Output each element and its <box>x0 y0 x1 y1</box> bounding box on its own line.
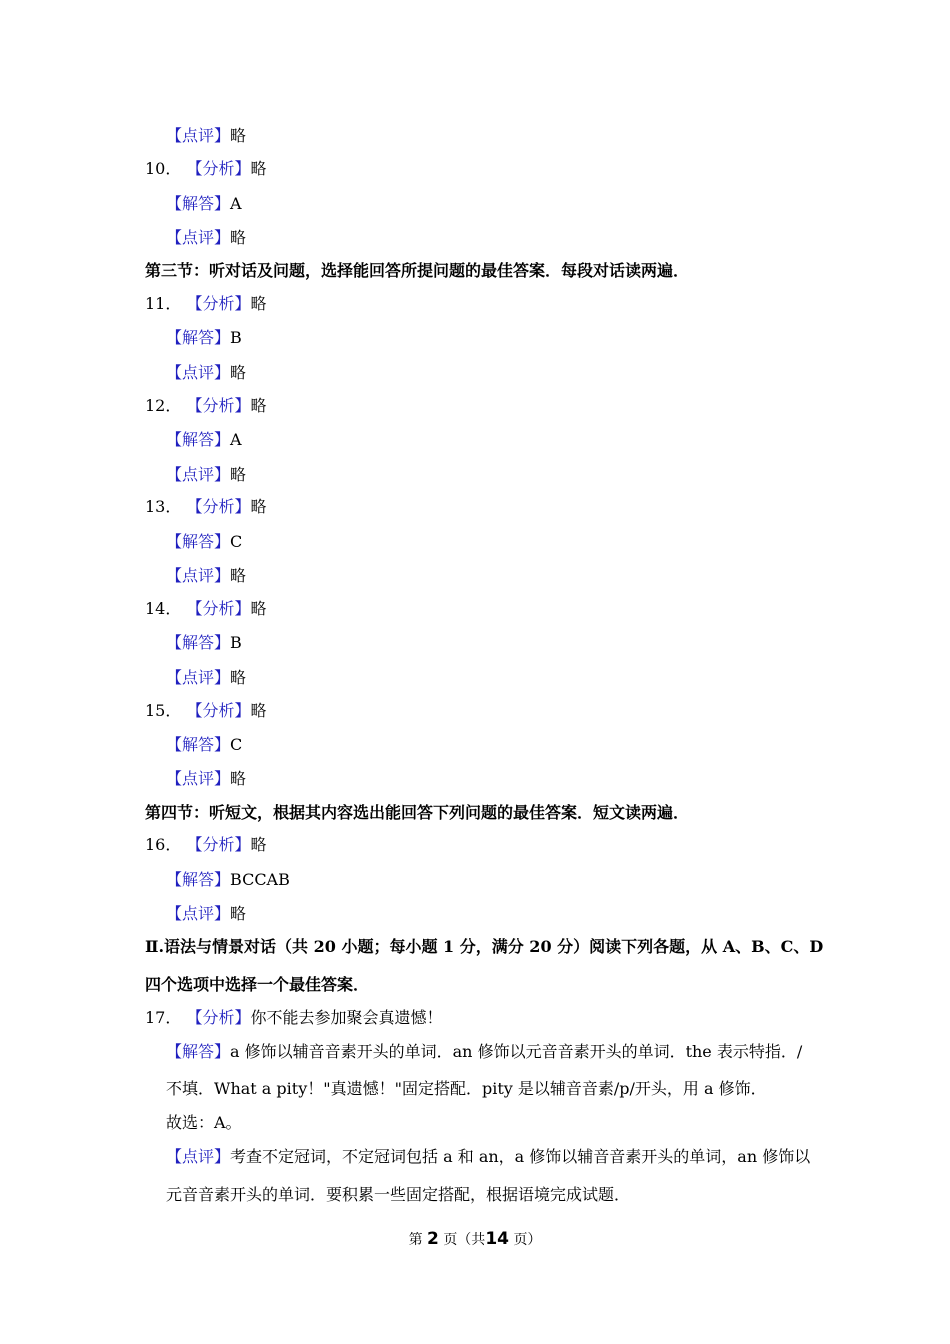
comment-text: 略 <box>230 363 247 382</box>
answer-text: BCCAB <box>230 870 290 889</box>
page-footer <box>0 1229 950 1250</box>
comment-tag: 【点评】 <box>166 465 231 484</box>
comment-tag: 【点评】 <box>166 126 231 145</box>
section-4-heading: 第四节：听短文，根据其内容选出能回答下列问题的最佳答案．短文读两遍． <box>145 803 690 822</box>
question-number: 10． <box>145 159 182 178</box>
question-14-comment <box>166 668 246 688</box>
question-10-comment <box>166 228 246 248</box>
answer-text: A <box>230 194 242 213</box>
section-3-heading: 第三节：听对话及问题，选择能回答所提问题的最佳答案．每段对话读两遍． <box>145 261 690 280</box>
answer-text: B <box>230 328 242 347</box>
comment-tag: 【点评】 <box>166 363 231 382</box>
question-17-answer-line-3: 故选：A。 <box>166 1113 242 1132</box>
question-17-comment-line-2: 元音音素开头的单词．要积累一些固定搭配，根据语境完成试题． <box>166 1185 631 1204</box>
comment-tag: 【点评】 <box>166 904 231 923</box>
question-number: 15． <box>145 701 182 720</box>
question-12-answer <box>166 430 242 450</box>
answer-text: a 修饰以辅音音素开头的单词．an 修饰以元音音素开头的单词．the 表示特指．/ <box>230 1042 803 1061</box>
question-number: 12． <box>145 396 182 415</box>
analysis-tag: 【分析】 <box>186 159 251 178</box>
footer-total-pages: 14 <box>485 1229 509 1249</box>
analysis-text: 略 <box>250 599 267 618</box>
analysis-text: 略 <box>250 835 267 854</box>
answer-tag: 【解答】 <box>166 328 231 347</box>
analysis-tag: 【分析】 <box>186 294 251 313</box>
analysis-text: 略 <box>250 294 267 313</box>
comment-text: 略 <box>230 566 247 585</box>
question-15-comment <box>166 769 246 789</box>
comment-tag: 【点评】 <box>166 228 231 247</box>
comment-tag: 【点评】 <box>166 769 231 788</box>
analysis-tag: 【分析】 <box>186 599 251 618</box>
analysis-tag: 【分析】 <box>186 497 251 516</box>
question-number: 14． <box>145 599 182 618</box>
question-17-answer-line-1 <box>166 1042 802 1062</box>
comment-tag: 【点评】 <box>166 1147 231 1166</box>
analysis-text: 略 <box>250 497 267 516</box>
analysis-tag: 【分析】 <box>186 701 251 720</box>
analysis-text: 略 <box>250 701 267 720</box>
question-10-analysis <box>145 159 267 179</box>
question-number: 17． <box>145 1008 182 1027</box>
question-16-answer <box>166 870 290 890</box>
question-17-answer-line-2: 不填．What a pity！"真遗憾！"固定搭配．pity 是以辅音音素/p/开头，用 a 修饰． <box>166 1079 767 1098</box>
comment-text: 考查不定冠词，不定冠词包括 a 和 an，a 修饰以辅音音素开头的单词，an 修饰以 <box>230 1147 811 1166</box>
question-14-analysis <box>145 599 267 619</box>
comment-text: 略 <box>230 668 247 687</box>
question-11-comment <box>166 363 246 383</box>
answer-tag: 【解答】 <box>166 1042 231 1061</box>
comment-line-q9 <box>166 126 246 146</box>
footer-page-number: 2 <box>427 1229 439 1249</box>
analysis-text: 略 <box>250 396 267 415</box>
question-13-comment <box>166 566 246 586</box>
question-15-analysis <box>145 701 267 721</box>
comment-tag: 【点评】 <box>166 566 231 585</box>
answer-tag: 【解答】 <box>166 194 231 213</box>
question-16-comment <box>166 904 246 924</box>
footer-suffix: 页） <box>513 1232 542 1248</box>
analysis-tag: 【分析】 <box>186 835 251 854</box>
question-15-answer <box>166 735 242 755</box>
question-12-analysis <box>145 396 267 416</box>
answer-tag: 【解答】 <box>166 633 231 652</box>
analysis-tag: 【分析】 <box>186 396 251 415</box>
answer-tag: 【解答】 <box>166 870 231 889</box>
answer-text: A <box>230 430 242 449</box>
question-11-analysis <box>145 294 267 314</box>
analysis-tag: 【分析】 <box>186 1008 251 1027</box>
question-17-analysis <box>145 1008 443 1028</box>
analysis-text: 略 <box>250 159 267 178</box>
comment-text: 略 <box>230 126 247 145</box>
footer-prefix: 第 <box>408 1232 423 1248</box>
analysis-text: 你不能去参加聚会真遗憾！ <box>250 1008 443 1027</box>
answer-tag: 【解答】 <box>166 735 231 754</box>
question-16-analysis <box>145 835 267 855</box>
answer-tag: 【解答】 <box>166 532 231 551</box>
footer-middle: 页（共 <box>443 1232 486 1248</box>
question-number: 16． <box>145 835 182 854</box>
question-13-analysis <box>145 497 267 517</box>
part-2-heading-line-2: 四个选项中选择一个最佳答案． <box>145 975 370 994</box>
question-12-comment <box>166 465 246 485</box>
question-14-answer <box>166 633 242 653</box>
part-2-heading-line-1: Ⅱ.语法与情景对话（共 20 小题；每小题 1 分，满分 20 分）阅读下列各题，从 A、B、C、D <box>145 937 824 956</box>
question-17-comment-line-1 <box>166 1147 810 1167</box>
answer-text: C <box>230 735 243 754</box>
answer-text: B <box>230 633 242 652</box>
comment-text: 略 <box>230 904 247 923</box>
question-11-answer <box>166 328 242 348</box>
comment-text: 略 <box>230 228 247 247</box>
question-10-answer <box>166 194 242 214</box>
answer-tag: 【解答】 <box>166 430 231 449</box>
question-13-answer <box>166 532 242 552</box>
comment-tag: 【点评】 <box>166 668 231 687</box>
answer-text: C <box>230 532 243 551</box>
comment-text: 略 <box>230 769 247 788</box>
question-number: 11． <box>145 294 182 313</box>
comment-text: 略 <box>230 465 247 484</box>
question-number: 13． <box>145 497 182 516</box>
